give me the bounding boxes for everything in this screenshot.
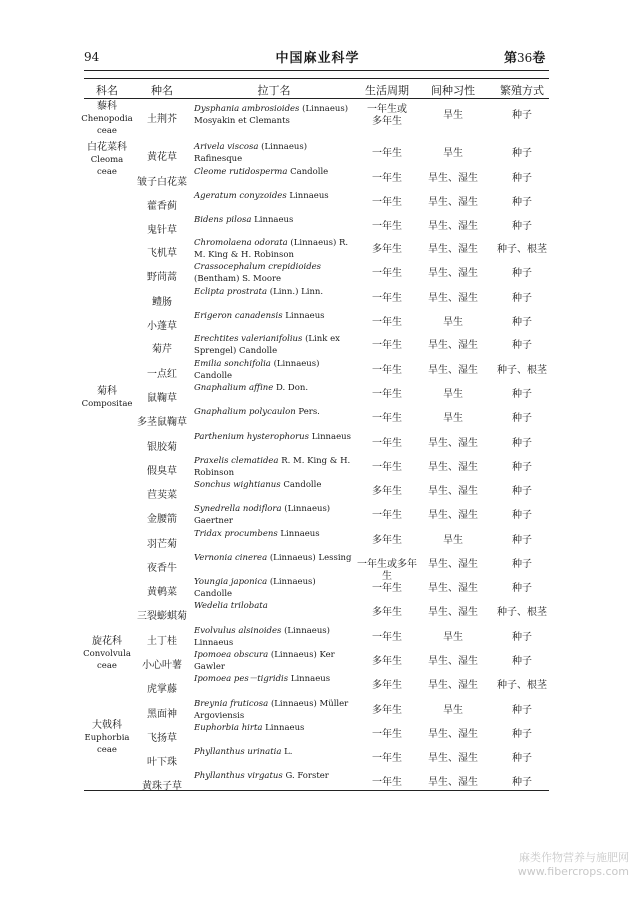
latin-name	[194, 431, 354, 443]
latin-name	[194, 552, 354, 564]
latin-name	[194, 576, 354, 600]
growth-habit: 旱生、湿生	[428, 438, 478, 449]
latin-author: (Linnaeus) Müller Argoviensis	[194, 699, 349, 721]
family-cn: 藜科	[97, 101, 117, 112]
latin-author: Linnaeus	[311, 432, 351, 442]
reproduction-mode: 种子	[512, 340, 532, 351]
latin-name	[194, 406, 354, 418]
reproduction-mode: 种子	[512, 777, 532, 788]
latin-genus-species: Ipomoea pes－tigridis	[194, 674, 289, 684]
reproduction-mode: 种子	[512, 173, 532, 184]
latin-genus-species: Wedelia trilobata	[194, 601, 268, 611]
species-name: 夜香牛	[147, 563, 177, 574]
reproduction-mode: 种子	[512, 221, 532, 232]
col-header-life-cycle: 生活周期	[365, 84, 409, 97]
life-cycle: 一年生	[372, 340, 402, 351]
reproduction-mode: 种子	[512, 656, 532, 667]
reproduction-mode: 种子	[512, 389, 532, 400]
family-convolvulaceae	[80, 636, 134, 672]
latin-genus-species: Breynia fruticosa	[194, 699, 269, 709]
species-name: 三裂蟛蜞菊	[137, 611, 187, 622]
growth-habit: 旱生	[443, 705, 463, 716]
growth-habit: 旱生、湿生	[428, 244, 478, 255]
latin-genus-species: Erechtites valerianifolius	[194, 334, 303, 344]
latin-genus-species: Chromolaena odorata	[194, 238, 288, 248]
species-name: 多茎鼠鞠草	[137, 417, 187, 428]
reproduction-mode: 种子	[512, 268, 532, 279]
growth-habit: 旱生、湿生	[428, 173, 478, 184]
latin-name	[194, 649, 354, 673]
latin-author: Linnaeus	[289, 191, 329, 201]
col-header-habit: 间种习性	[431, 84, 475, 97]
reproduction-mode: 种子	[512, 632, 532, 643]
life-cycle: 一年生	[372, 221, 402, 232]
reproduction-mode: 种子	[512, 559, 532, 570]
latin-name	[194, 190, 354, 202]
growth-habit: 旱生、湿生	[428, 197, 478, 208]
life-cycle: 多年生	[372, 607, 402, 618]
species-name: 土丁桂	[147, 636, 177, 647]
reproduction-mode: 种子、根茎	[497, 244, 547, 255]
header-rule	[84, 70, 549, 71]
latin-name	[194, 625, 354, 649]
latin-genus-species: Bidens pilosa	[194, 215, 252, 225]
species-name: 菊芹	[152, 344, 172, 355]
life-cycle: 一年生	[372, 510, 402, 521]
family-latin: Convolvula ceae	[83, 649, 131, 671]
growth-habit: 旱生、湿生	[428, 462, 478, 473]
latin-author: Candolle	[283, 480, 322, 490]
growth-habit: 旱生	[443, 632, 463, 643]
growth-habit: 旱生、湿生	[428, 753, 478, 764]
latin-genus-species: Ipomoea obscura	[194, 650, 269, 660]
latin-genus-species: Eclipta prostrata	[194, 287, 268, 297]
latin-author: R. M. King & H. Robinson	[194, 456, 351, 478]
latin-genus-species: Youngia japonica	[194, 577, 268, 587]
species-name: 虎掌藤	[147, 684, 177, 695]
latin-genus-species: Phyllanthus virgatus	[194, 771, 283, 781]
latin-author: Linnaeus	[254, 215, 294, 225]
growth-habit: 旱生、湿生	[428, 680, 478, 691]
reproduction-mode: 种子	[512, 705, 532, 716]
latin-genus-species: Arivela viscosa	[194, 142, 259, 152]
family-compositae	[80, 386, 134, 410]
life-cycle: 一年生	[372, 173, 402, 184]
life-cycle: 多年生	[372, 705, 402, 716]
species-name: 藿香蓟	[147, 201, 177, 212]
journal-title: 中国麻业科学	[275, 51, 360, 66]
growth-habit: 旱生、湿生	[428, 340, 478, 351]
species-name: 金腰箭	[147, 514, 177, 525]
life-cycle: 多年生	[372, 656, 402, 667]
reproduction-mode: 种子	[512, 535, 532, 546]
volume-label	[504, 47, 545, 66]
species-name: 鬼针草	[147, 225, 177, 236]
reproduction-mode: 种子	[512, 510, 532, 521]
life-cycle: 一年生	[372, 632, 402, 643]
reproduction-mode: 种子	[512, 438, 532, 449]
latin-name	[194, 382, 354, 394]
life-cycle: 一年生或多年生	[367, 104, 407, 127]
latin-author: (Link ex Sprengel) Candolle	[194, 334, 340, 356]
latin-author: (Linnaeus) Mosyakin et Clemants	[194, 104, 349, 126]
latin-name	[194, 455, 354, 479]
growth-habit: 旱生、湿生	[428, 559, 478, 570]
latin-genus-species: Praxelis clematidea	[194, 456, 279, 466]
reproduction-mode: 种子、根茎	[497, 607, 547, 618]
family-latin: Compositae	[81, 399, 133, 409]
family-latin: Euphorbia ceae	[84, 733, 130, 755]
species-name: 苣荬菜	[147, 490, 177, 501]
species-name: 小心叶薯	[142, 660, 182, 671]
growth-habit: 旱生、湿生	[428, 607, 478, 618]
latin-author: Linnaeus	[265, 723, 305, 733]
latin-name	[194, 214, 354, 226]
growth-habit: 旱生、湿生	[428, 510, 478, 521]
life-cycle: 一年生或多年生	[357, 559, 417, 582]
latin-genus-species: Ageratum conyzoides	[194, 191, 287, 201]
col-header-species: 种名	[151, 84, 173, 97]
volume-suffix: 卷	[532, 51, 546, 66]
latin-author: Candolle	[290, 167, 329, 177]
latin-author: (Linnaeus) Candolle	[194, 359, 320, 381]
life-cycle: 一年生	[372, 753, 402, 764]
species-name: 黑面神	[147, 709, 177, 720]
growth-habit: 旱生	[443, 317, 463, 328]
latin-author: (Linnaeus) Rafinesque	[194, 142, 308, 164]
latin-author: L.	[284, 747, 293, 757]
life-cycle: 一年生	[372, 777, 402, 788]
life-cycle: 一年生	[372, 293, 402, 304]
latin-name	[194, 358, 354, 382]
watermark	[518, 851, 629, 879]
reproduction-mode: 种子	[512, 110, 532, 121]
growth-habit: 旱生、湿生	[428, 656, 478, 667]
latin-name	[194, 166, 354, 178]
life-cycle: 一年生	[372, 729, 402, 740]
reproduction-mode: 种子	[512, 148, 532, 159]
latin-author: (Linnaeus) Lessing	[269, 553, 352, 563]
latin-author: D. Don.	[276, 383, 309, 393]
latin-author: G. Forster	[285, 771, 329, 781]
species-name: 一点红	[147, 369, 177, 380]
latin-genus-species: Cleome rutidosperma	[194, 167, 288, 177]
latin-genus-species: Euphorbia hirta	[194, 723, 263, 733]
growth-habit: 旱生、湿生	[428, 486, 478, 497]
latin-name	[194, 103, 354, 127]
table-top-rule	[84, 78, 549, 79]
latin-genus-species: Emilia sonchifolia	[194, 359, 271, 369]
family-cn: 菊科	[97, 386, 117, 397]
reproduction-mode: 种子、根茎	[497, 680, 547, 691]
growth-habit: 旱生	[443, 148, 463, 159]
species-name: 叶下珠	[147, 757, 177, 768]
species-name: 黄珠子草	[142, 781, 182, 792]
page-number: 94	[84, 50, 100, 64]
reproduction-mode: 种子	[512, 413, 532, 424]
species-name: 皱子白花菜	[137, 177, 187, 188]
species-name: 鼠鞠草	[147, 393, 177, 404]
volume-prefix: 第	[504, 51, 518, 66]
latin-name	[194, 722, 354, 734]
latin-name	[194, 528, 354, 540]
latin-genus-species: Tridax procumbens	[194, 529, 278, 539]
latin-name	[194, 286, 354, 298]
latin-genus-species: Vernonia cinerea	[194, 553, 268, 563]
latin-genus-species: Synedrella nodiflora	[194, 504, 282, 514]
species-name: 飞机草	[147, 248, 177, 259]
family-latin: Cleoma ceae	[90, 155, 124, 177]
life-cycle: 多年生	[372, 244, 402, 255]
growth-habit: 旱生、湿生	[428, 583, 478, 594]
latin-genus-species: Crassocephalum crepidioides	[194, 262, 322, 272]
life-cycle: 多年生	[372, 680, 402, 691]
latin-author: Linnaeus	[290, 674, 331, 684]
species-name: 假臭草	[147, 466, 177, 477]
latin-name	[194, 600, 354, 612]
growth-habit: 旱生	[443, 110, 463, 121]
reproduction-mode: 种子	[512, 583, 532, 594]
growth-habit: 旱生、湿生	[428, 777, 478, 788]
latin-name	[194, 141, 354, 165]
life-cycle: 一年生	[372, 365, 402, 376]
reproduction-mode: 种子	[512, 317, 532, 328]
life-cycle: 一年生	[372, 197, 402, 208]
species-name: 银胶菊	[147, 442, 177, 453]
family-euphorbiaceae	[80, 720, 134, 756]
latin-author: (Linnaeus) Candolle	[194, 577, 316, 599]
latin-name	[194, 770, 354, 782]
growth-habit: 旱生、湿生	[428, 221, 478, 232]
reproduction-mode: 种子、根茎	[497, 365, 547, 376]
volume-number: 36	[517, 51, 533, 65]
life-cycle: 一年生	[372, 438, 402, 449]
species-name: 鳢肠	[152, 297, 172, 308]
latin-author: (Linn.) Linn.	[269, 287, 324, 297]
species-name: 羽芒菊	[147, 539, 177, 550]
latin-genus-species: Erigeron canadensis	[194, 311, 283, 321]
species-name: 土荆芥	[147, 114, 177, 125]
watermark-line1: 麻类作物营养与施肥网	[519, 851, 629, 864]
latin-name	[194, 746, 354, 758]
species-name: 黄鹌菜	[147, 587, 177, 598]
latin-name	[194, 237, 354, 261]
family-cn: 旋花科	[92, 636, 122, 647]
growth-habit: 旱生、湿生	[428, 729, 478, 740]
latin-name	[194, 310, 354, 322]
family-cleomaceae	[80, 142, 134, 178]
life-cycle: 多年生	[372, 486, 402, 497]
species-name: 小蓬草	[147, 321, 177, 332]
latin-name	[194, 698, 354, 722]
growth-habit: 旱生、湿生	[428, 268, 478, 279]
growth-habit: 旱生、湿生	[428, 365, 478, 376]
reproduction-mode: 种子	[512, 462, 532, 473]
growth-habit: 旱生	[443, 413, 463, 424]
latin-name	[194, 479, 354, 491]
latin-author: (Linnaeus) Linnaeus	[194, 626, 330, 648]
col-header-reproduction: 繁殖方式	[500, 84, 544, 97]
col-header-family: 科名	[96, 84, 118, 97]
growth-habit: 旱生	[443, 535, 463, 546]
growth-habit: 旱生、湿生	[428, 293, 478, 304]
species-name: 野茼蒿	[147, 272, 177, 283]
latin-author: (Linnaeus) Gaertner	[194, 504, 331, 526]
latin-author: (Linnaeus) R. M. King & H. Robinson	[194, 238, 349, 260]
life-cycle: 一年生	[372, 583, 402, 594]
life-cycle: 一年生	[372, 413, 402, 424]
latin-genus-species: Sonchus wightianus	[194, 480, 281, 490]
life-cycle: 多年生	[372, 535, 402, 546]
latin-genus-species: Parthenium hysterophorus	[194, 432, 310, 442]
col-header-latin: 拉丁名	[257, 84, 291, 97]
family-chenopodiaceae	[80, 101, 134, 137]
latin-genus-species: Phyllanthus urinatia	[194, 747, 282, 757]
reproduction-mode: 种子	[512, 753, 532, 764]
reproduction-mode: 种子	[512, 197, 532, 208]
header-bottom-rule	[84, 98, 549, 99]
latin-author: Linnaeus	[280, 529, 320, 539]
life-cycle: 一年生	[372, 389, 402, 400]
reproduction-mode: 种子	[512, 486, 532, 497]
life-cycle: 一年生	[372, 317, 402, 328]
family-latin: Chenopodia ceae	[81, 114, 133, 136]
latin-genus-species: Gnaphalium affine	[194, 383, 274, 393]
latin-author: (Bentham) S. Moore	[194, 274, 282, 284]
table-bottom-rule	[84, 790, 549, 791]
latin-author: Linnaeus	[285, 311, 325, 321]
species-name: 黄花草	[147, 152, 177, 163]
watermark-line2: www.fibercrops.com	[517, 865, 629, 878]
growth-habit: 旱生	[443, 389, 463, 400]
latin-author: Pers.	[298, 407, 320, 417]
life-cycle: 一年生	[372, 462, 402, 473]
latin-name	[194, 503, 354, 527]
latin-genus-species: Gnaphalium polycaulon	[194, 407, 296, 417]
latin-genus-species: Evolvulus alsinoides	[194, 626, 282, 636]
latin-name	[194, 673, 354, 685]
species-name: 飞扬草	[147, 733, 177, 744]
family-cn: 大戟科	[92, 720, 122, 731]
latin-genus-species: Dysphania ambrosioides	[194, 104, 300, 114]
reproduction-mode: 种子	[512, 729, 532, 740]
life-cycle: 一年生	[372, 148, 402, 159]
latin-name	[194, 261, 354, 285]
reproduction-mode: 种子	[512, 293, 532, 304]
latin-name	[194, 333, 354, 357]
latin-author: (Linnaeus) Ker Gawler	[194, 650, 335, 672]
life-cycle: 一年生	[372, 268, 402, 279]
family-cn: 白花菜科	[87, 142, 127, 153]
